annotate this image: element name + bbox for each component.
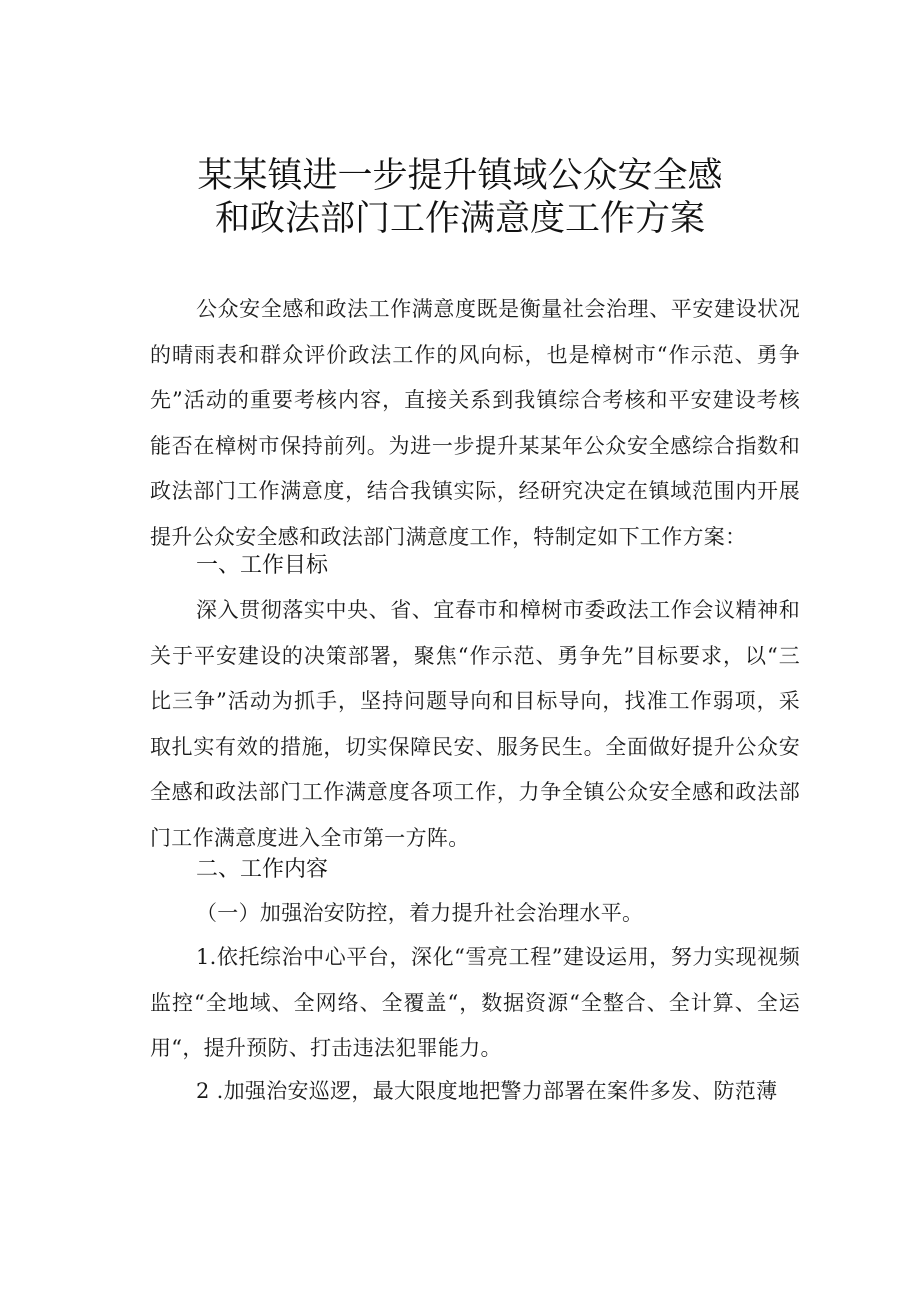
item-2-paragraph: 2 .加强治安巡逻，最大限度地把警力部署在案件多发、防范薄 [196, 1079, 778, 1103]
item-1-paragraph: 1.依托综治中心平台，深化“雪亮工程”建设运用，努力实现视频监控“全地域、全网络、全覆盖“，数据资源“全整合、全计算、全运用“，提升预防、打击违法犯罪能力。 [150, 945, 800, 1061]
document-title-line-1: 某某镇进一步提升镇域公众安全感 [197, 156, 723, 196]
intro-paragraph: 公众安全感和政法工作满意度既是衡量社会治理、平安建设状况的晴雨表和群众评价政法工作的风向标，也是樟树市“作示范、勇争先”活动的重要考核内容，直接关系到我镇综合考核和平安建设考核能否在樟树市保持前列。为进一步提升某某年公众安全感综合指数和政法部门工作满意度，结合我镇实际，经研究决定在镇域范围内开展提升公众安全感和政法部门满意度工作，特制定如下工作方案： [150, 297, 800, 549]
section-1-heading: 一、工作目标 [196, 553, 329, 578]
subsection-1-heading: （一）加强治安防控，着力提升社会治理水平。 [196, 901, 644, 925]
section-2-heading: 二、工作内容 [196, 857, 329, 882]
document-title-line-2: 和政法部门工作满意度工作方案 [214, 199, 705, 239]
section-1-paragraph: 深入贯彻落实中央、省、宜春市和樟树市委政法工作会议精神和关于平安建设的决策部署，聚焦“作示范、勇争先”目标要求，以“三比三争”活动为抓手，坚持问题导向和目标导向，找准工作弱项，采取扎实有效的措施，切实保障民安、服务民生。全面做好提升公众安全感和政法部门工作满意度各项工作，力争全镇公众安全感和政法部门工作满意度进入全市第一方阵。 [150, 598, 800, 850]
